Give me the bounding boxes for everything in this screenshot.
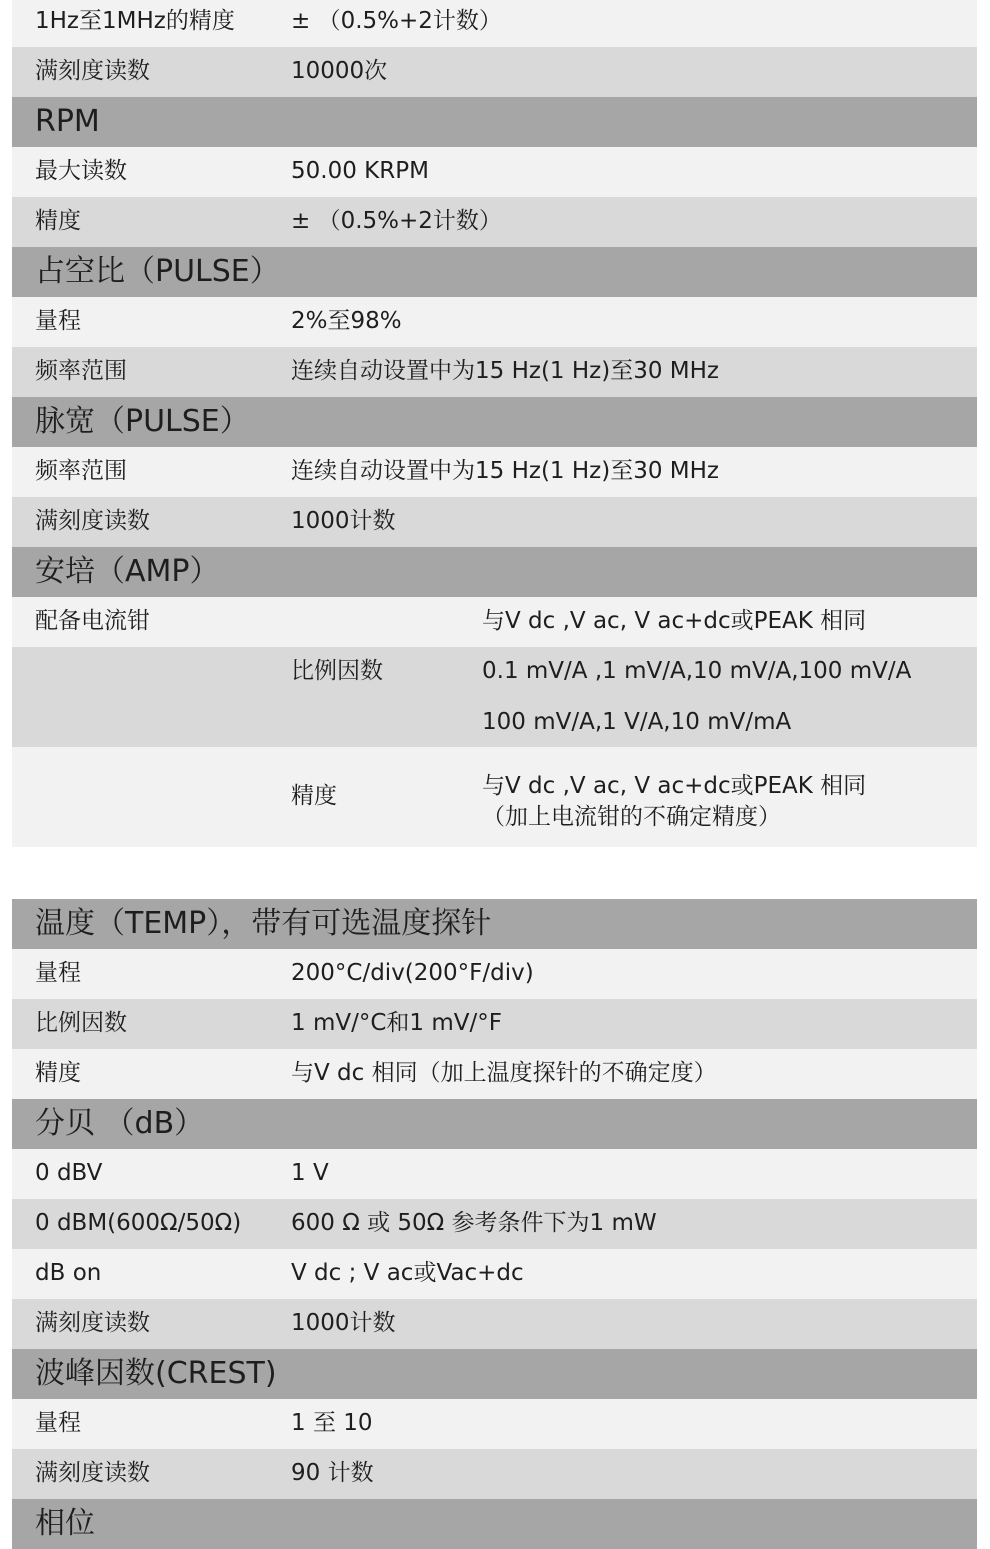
- section-title: 占空比（PULSE）: [35, 254, 280, 289]
- section-header-pulse-width: [12, 397, 977, 447]
- spec-value: 连续自动设置中为15 Hz(1 Hz)至30 MHz: [291, 458, 719, 485]
- spec-row: [12, 1449, 977, 1499]
- section-title: RPM: [35, 104, 100, 139]
- section-title: 分贝 （dB）: [35, 1106, 205, 1141]
- spec-row: [12, 497, 977, 547]
- spec-label: 比例因数: [35, 1010, 127, 1037]
- spec-label: 量程: [35, 960, 81, 987]
- spec-value: 600 Ω 或 50Ω 参考条件下为1 mW: [291, 1210, 657, 1237]
- spec-label: 满刻度读数: [35, 1310, 150, 1337]
- section-header-phase: [12, 1499, 977, 1549]
- section-header-duty-cycle: [12, 247, 977, 297]
- spec-label: 1Hz至1MHz的精度: [35, 8, 235, 35]
- spec-value: 与V dc 相同（加上温度探针的不确定度）: [291, 1060, 717, 1087]
- spec-row: [12, 447, 977, 497]
- spec-row: [12, 1249, 977, 1299]
- spec-row: [12, 949, 977, 999]
- spec-row: [12, 1399, 977, 1449]
- spec-row: [12, 747, 977, 847]
- spec-label: 0 dBM(600Ω/50Ω): [35, 1210, 242, 1237]
- spec-value: 10000次: [291, 58, 388, 85]
- spec-label: 精度: [291, 783, 337, 810]
- spec-label: 满刻度读数: [35, 1460, 150, 1487]
- spec-label: dB on: [35, 1260, 102, 1287]
- section-header-rpm: [12, 97, 977, 147]
- spec-label: 满刻度读数: [35, 58, 150, 85]
- spec-value: 2%至98%: [291, 308, 402, 335]
- spec-value: 50.00 KRPM: [291, 158, 429, 185]
- spec-value: 0.1 mV/A ,1 mV/A,10 mV/A,100 mV/A: [482, 658, 912, 685]
- spec-value: 1000计数: [291, 1310, 396, 1337]
- section-header-amp: [12, 547, 977, 597]
- spec-label: 配备电流钳: [35, 608, 150, 635]
- spec-value: V dc ; V ac或Vac+dc: [291, 1260, 524, 1287]
- section-header-crest: [12, 1349, 977, 1399]
- spec-label: 频率范围: [35, 358, 127, 385]
- spec-value: 1 V: [291, 1160, 329, 1187]
- section-header-temp: [12, 899, 977, 949]
- spec-table-upper: [12, 0, 977, 847]
- spec-table-lower: [12, 899, 977, 1549]
- section-header-db: [12, 1099, 977, 1149]
- section-title: 波峰因数(CREST): [35, 1356, 277, 1391]
- spec-row: [12, 999, 977, 1049]
- spec-label: 精度: [35, 1060, 81, 1087]
- spec-label: 满刻度读数: [35, 508, 150, 535]
- spec-label: 0 dBV: [35, 1160, 103, 1187]
- spec-row: [12, 347, 977, 397]
- spec-row: [12, 1049, 977, 1099]
- spec-row: [12, 1299, 977, 1349]
- spec-label: 比例因数: [291, 658, 383, 685]
- section-title: 脉宽（PULSE）: [35, 404, 250, 439]
- spec-value: ± （0.5%+2计数）: [291, 208, 502, 235]
- spec-label: 量程: [35, 308, 81, 335]
- spec-label: 最大读数: [35, 158, 127, 185]
- spec-label: 频率范围: [35, 458, 127, 485]
- spec-row: [12, 0, 977, 47]
- spec-value: 与V dc ,V ac, V ac+dc或PEAK 相同: [482, 608, 867, 635]
- spec-row: [12, 647, 977, 747]
- spec-label: 精度: [35, 208, 81, 235]
- section-title: 安培（AMP）: [35, 554, 220, 589]
- spec-row: [12, 1199, 977, 1249]
- spec-row: [12, 1149, 977, 1199]
- spec-value: 1 mV/°C和1 mV/°F: [291, 1010, 502, 1037]
- spec-row: [12, 147, 977, 197]
- spec-value: 1 至 10: [291, 1410, 373, 1437]
- spec-value: 连续自动设置中为15 Hz(1 Hz)至30 MHz: [291, 358, 719, 385]
- spec-row: [12, 47, 977, 97]
- section-title: 相位: [35, 1506, 95, 1541]
- spec-value: ± （0.5%+2计数）: [291, 8, 502, 35]
- spec-value: 100 mV/A,1 V/A,10 mV/mA: [482, 709, 792, 736]
- spec-value: 与V dc ,V ac, V ac+dc或PEAK 相同: [482, 773, 867, 800]
- spec-row: [12, 297, 977, 347]
- section-title: 温度（TEMP），带有可选温度探针: [35, 906, 492, 941]
- spec-value: 200°C/div(200°F/div): [291, 960, 534, 987]
- spec-row: [12, 597, 977, 647]
- spec-value: 90 计数: [291, 1460, 374, 1487]
- spec-value: （加上电流钳的不确定精度）: [482, 804, 781, 831]
- spec-row: [12, 197, 977, 247]
- spec-value: 1000计数: [291, 508, 396, 535]
- spec-label: 量程: [35, 1410, 81, 1437]
